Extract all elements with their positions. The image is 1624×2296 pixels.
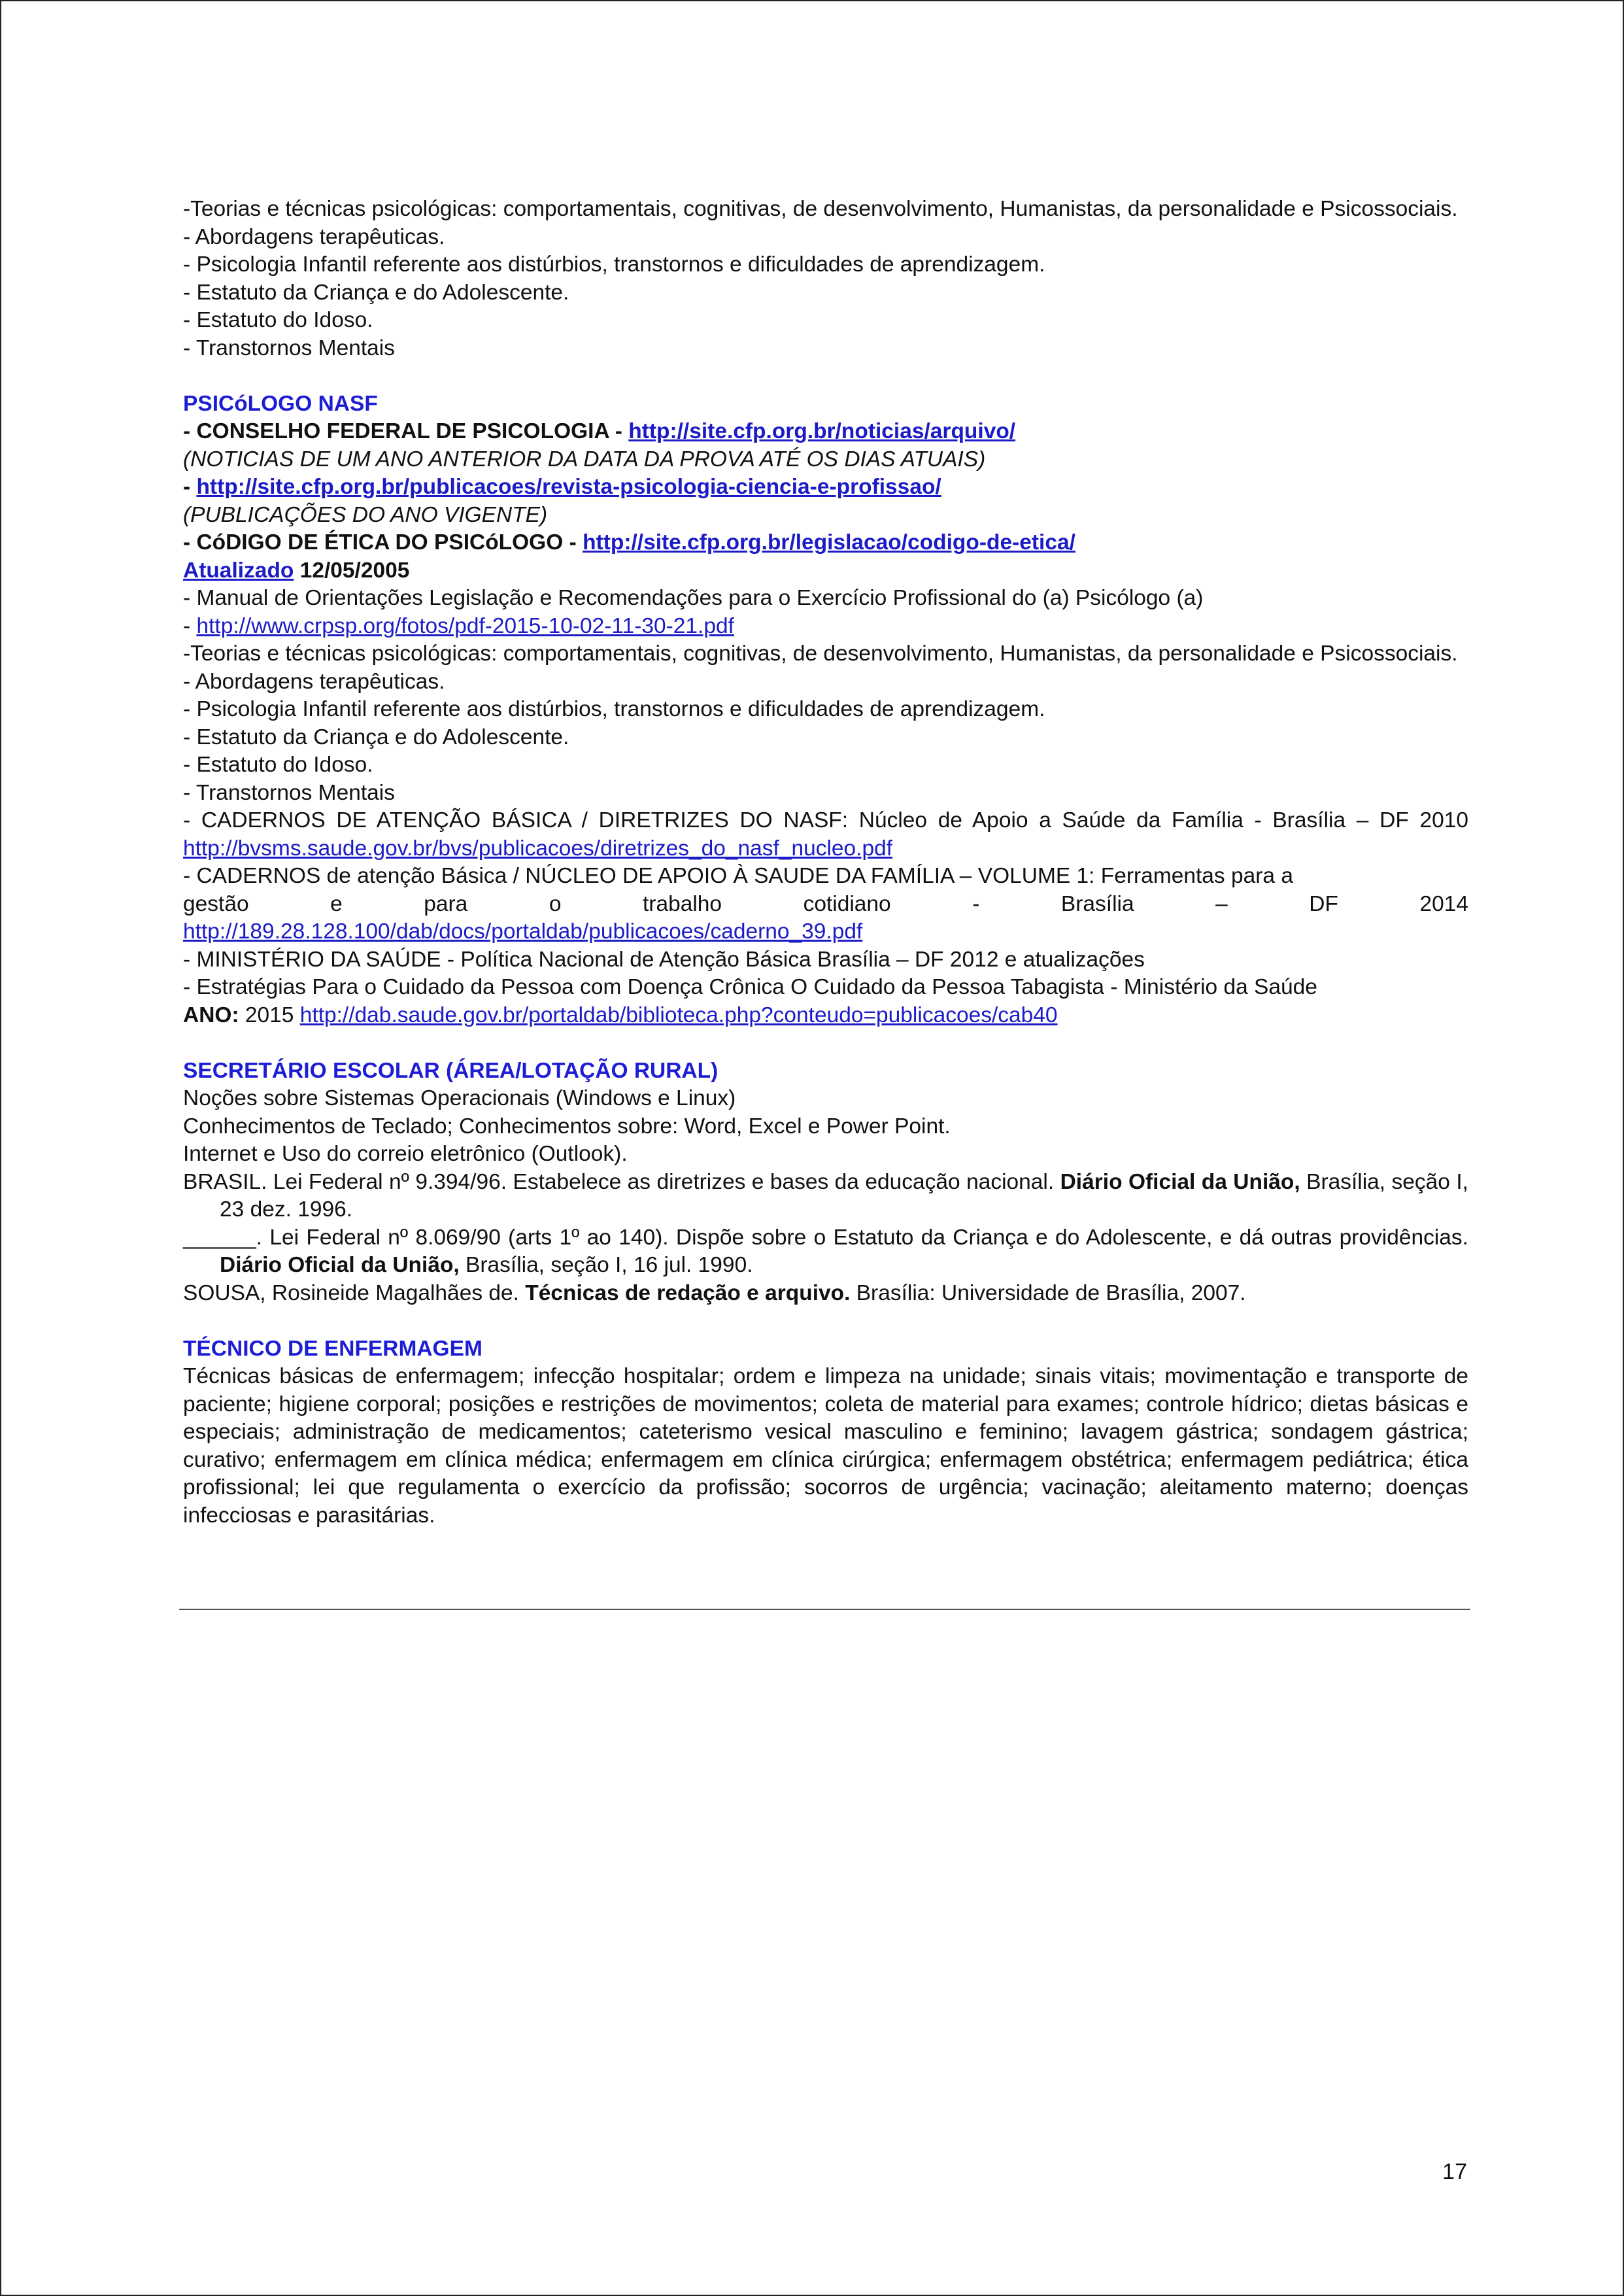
section-divider <box>179 1609 1470 1610</box>
theories-line: -Teorias e técnicas psicológicas: comportamentais, cognitivas, de desenvolvimento, Humanistas, da personalidade e Psicossociais. <box>183 642 1458 666</box>
tecnico-body: Técnicas básicas de enfermagem; infecção hospitalar; ordem e limpeza na unidade; sinais vitais; movimentação e transporte de paciente; higiene corporal; posições e restrições de movimentos; coleta de material para exames; controle hídrico; dietas básicas e especiais; administração de medicamentos; cateterismo vesical masculino e feminino; lavagem gástrica; sondagem gástrica; curativo; enfermagem em clínica médica; enfermagem em clínica cirúrgica; enfermagem obstétrica; enfermagem pediátrica; ética profissional; lei que regulamenta o exercício da profissão; socorros de urgência; vacinação; aleitamento materno; doenças infecciosas e parasitárias. <box>183 1364 1468 1528</box>
cadernos-volume-line-2: gestão e para o trabalho cotidiano - Brasília – DF 2014 <box>183 891 1468 916</box>
cadernos-nasf-text: - CADERNOS DE ATENÇÃO BÁSICA / DIRETRIZES DO NASF: Núcleo de Apoio a Saúde da Família - Brasília – DF 2010 <box>183 808 1468 832</box>
secretario-line: Internet e Uso do correio eletrônico (Outlook). <box>183 1142 628 1166</box>
section-heading-secretario: SECRETÁRIO ESCOLAR (ÁREA/LOTAÇÃO RURAL) <box>183 1058 719 1083</box>
ano-label: ANO: <box>183 1002 239 1027</box>
list-item: - Estatuto do Idoso. <box>183 308 373 332</box>
reference-bold: Diário Oficial da União, <box>220 1253 460 1277</box>
cadernos-nasf-link[interactable]: http://bvsms.saude.gov.br/bvs/publicacoes/diretrizes_do_nasf_nucleo.pdf <box>183 836 893 861</box>
cadernos-volume-link-line <box>183 918 1468 946</box>
cadernos-nasf-line <box>183 807 1468 863</box>
cfp-note: (NOTICIAS DE UM ANO ANTERIOR DA DATA DA PROVA ATÉ OS DIAS ATUAIS) <box>183 447 986 471</box>
section-heading-tecnico: TÉCNICO DE ENFERMAGEM <box>183 1336 482 1361</box>
ano-line <box>183 1002 1468 1030</box>
list-item: - Transtornos Mentais <box>183 780 395 805</box>
secretario-line: Conhecimentos de Teclado; Conhecimentos sobre: Word, Excel e Power Point. <box>183 1114 951 1139</box>
publications-line <box>183 473 1468 502</box>
publications-link[interactable]: http://site.cfp.org.br/publicacoes/revista-psicologia-ciencia-e-profissao/ <box>196 475 941 499</box>
list-item: - Transtornos Mentais <box>183 335 395 360</box>
page-number: 17 <box>1442 2159 1467 2184</box>
reference-text: SOUSA, Rosineide Magalhães de. <box>183 1280 526 1305</box>
reference-text: ______. Lei Federal nº 8.069/90 (arts 1º ao 140). Dispõe sobre o Estatuto da Criança e do Adolescente, e dá outras providências. <box>183 1225 1468 1250</box>
list-item: - Psicologia Infantil referente aos distúrbios, transtornos e dificuldades de aprendizagem. <box>183 252 1045 277</box>
theories-line: -Teorias e técnicas psicológicas: comportamentais, cognitivas, de desenvolvimento, Humanistas, da personalidade e Psicossociais. <box>183 197 1458 221</box>
estrategias-line: - Estratégias Para o Cuidado da Pessoa com Doença Crônica O Cuidado da Pessoa Tabagista - Ministério da Saúde <box>183 975 1317 999</box>
list-item: - Abordagens terapêuticas. <box>183 224 445 249</box>
ethics-line <box>183 529 1468 557</box>
cadernos-volume-line-1: - CADERNOS de atenção Básica / NÚCLEO DE APOIO À SAUDE DA FAMÍLIA – VOLUME 1: Ferramentas para a <box>183 864 1293 888</box>
section-heading-psicologo-nasf: PSICóLOGO NASF <box>183 391 378 416</box>
reference-tail: Brasília, seção I, 16 jul. 1990. <box>459 1253 753 1277</box>
page-content <box>183 196 1468 1530</box>
publications-note: (PUBLICAÇÕES DO ANO VIGENTE) <box>183 502 548 527</box>
secretario-line: Noções sobre Sistemas Operacionais (Windows e Linux) <box>183 1086 736 1110</box>
updated-date: 12/05/2005 <box>294 558 410 583</box>
ministerio-line: - MINISTÉRIO DA SAÚDE - Política Nacional de Atenção Básica Brasília – DF 2012 e atualizações <box>183 947 1145 972</box>
cfp-link[interactable]: http://site.cfp.org.br/noticias/arquivo/ <box>628 419 1016 443</box>
manual-link-line <box>183 613 1468 641</box>
manual-prefix: - <box>183 613 197 638</box>
cfp-line <box>183 418 1468 446</box>
updated-line <box>183 557 1468 585</box>
list-item: - Abordagens terapêuticas. <box>183 669 445 694</box>
ano-value: 2015 <box>239 1002 300 1027</box>
reference-bold: Diário Oficial da União, <box>1060 1169 1300 1194</box>
ethics-label: - CóDIGO DE ÉTICA DO PSICóLOGO - <box>183 530 583 555</box>
list-item: - Estatuto da Criança e do Adolescente. <box>183 725 569 749</box>
reference-bold: Técnicas de redação e arquivo. <box>525 1280 851 1305</box>
list-item: - Estatuto da Criança e do Adolescente. <box>183 280 569 305</box>
cadernos-volume-link[interactable]: http://189.28.128.100/dab/docs/portaldab/publicacoes/caderno_39.pdf <box>183 919 863 944</box>
ano-link[interactable]: http://dab.saude.gov.br/portaldab/biblioteca.php?conteudo=publicacoes/cab40 <box>299 1002 1058 1027</box>
reference-eca <box>183 1224 1468 1280</box>
manual-line: - Manual de Orientações Legislação e Recomendações para o Exercício Profissional do (a) Psicólogo (a) <box>183 586 1204 610</box>
manual-link[interactable]: http://www.crpsp.org/fotos/pdf-2015-10-02-11-30-21.pdf <box>196 613 734 638</box>
reference-sousa <box>183 1280 1468 1308</box>
cfp-label: - CONSELHO FEDERAL DE PSICOLOGIA - <box>183 419 629 443</box>
list-item: - Estatuto do Idoso. <box>183 753 373 777</box>
list-item: - Psicologia Infantil referente aos distúrbios, transtornos e dificuldades de aprendizagem. <box>183 697 1045 721</box>
reference-tail: Brasília: Universidade de Brasília, 2007. <box>850 1280 1246 1305</box>
reference-text: BRASIL. Lei Federal nº 9.394/96. Estabelece as diretrizes e bases da educação nacional. <box>183 1169 1060 1194</box>
updated-link[interactable]: Atualizado <box>183 558 294 583</box>
ethics-link[interactable]: http://site.cfp.org.br/legislacao/codigo-de-etica/ <box>583 530 1075 555</box>
reference-tail: Brasília, seção I, 23 dez. 1996. <box>220 1169 1468 1222</box>
reference-brasil <box>183 1169 1468 1224</box>
publications-prefix: - <box>183 475 197 499</box>
